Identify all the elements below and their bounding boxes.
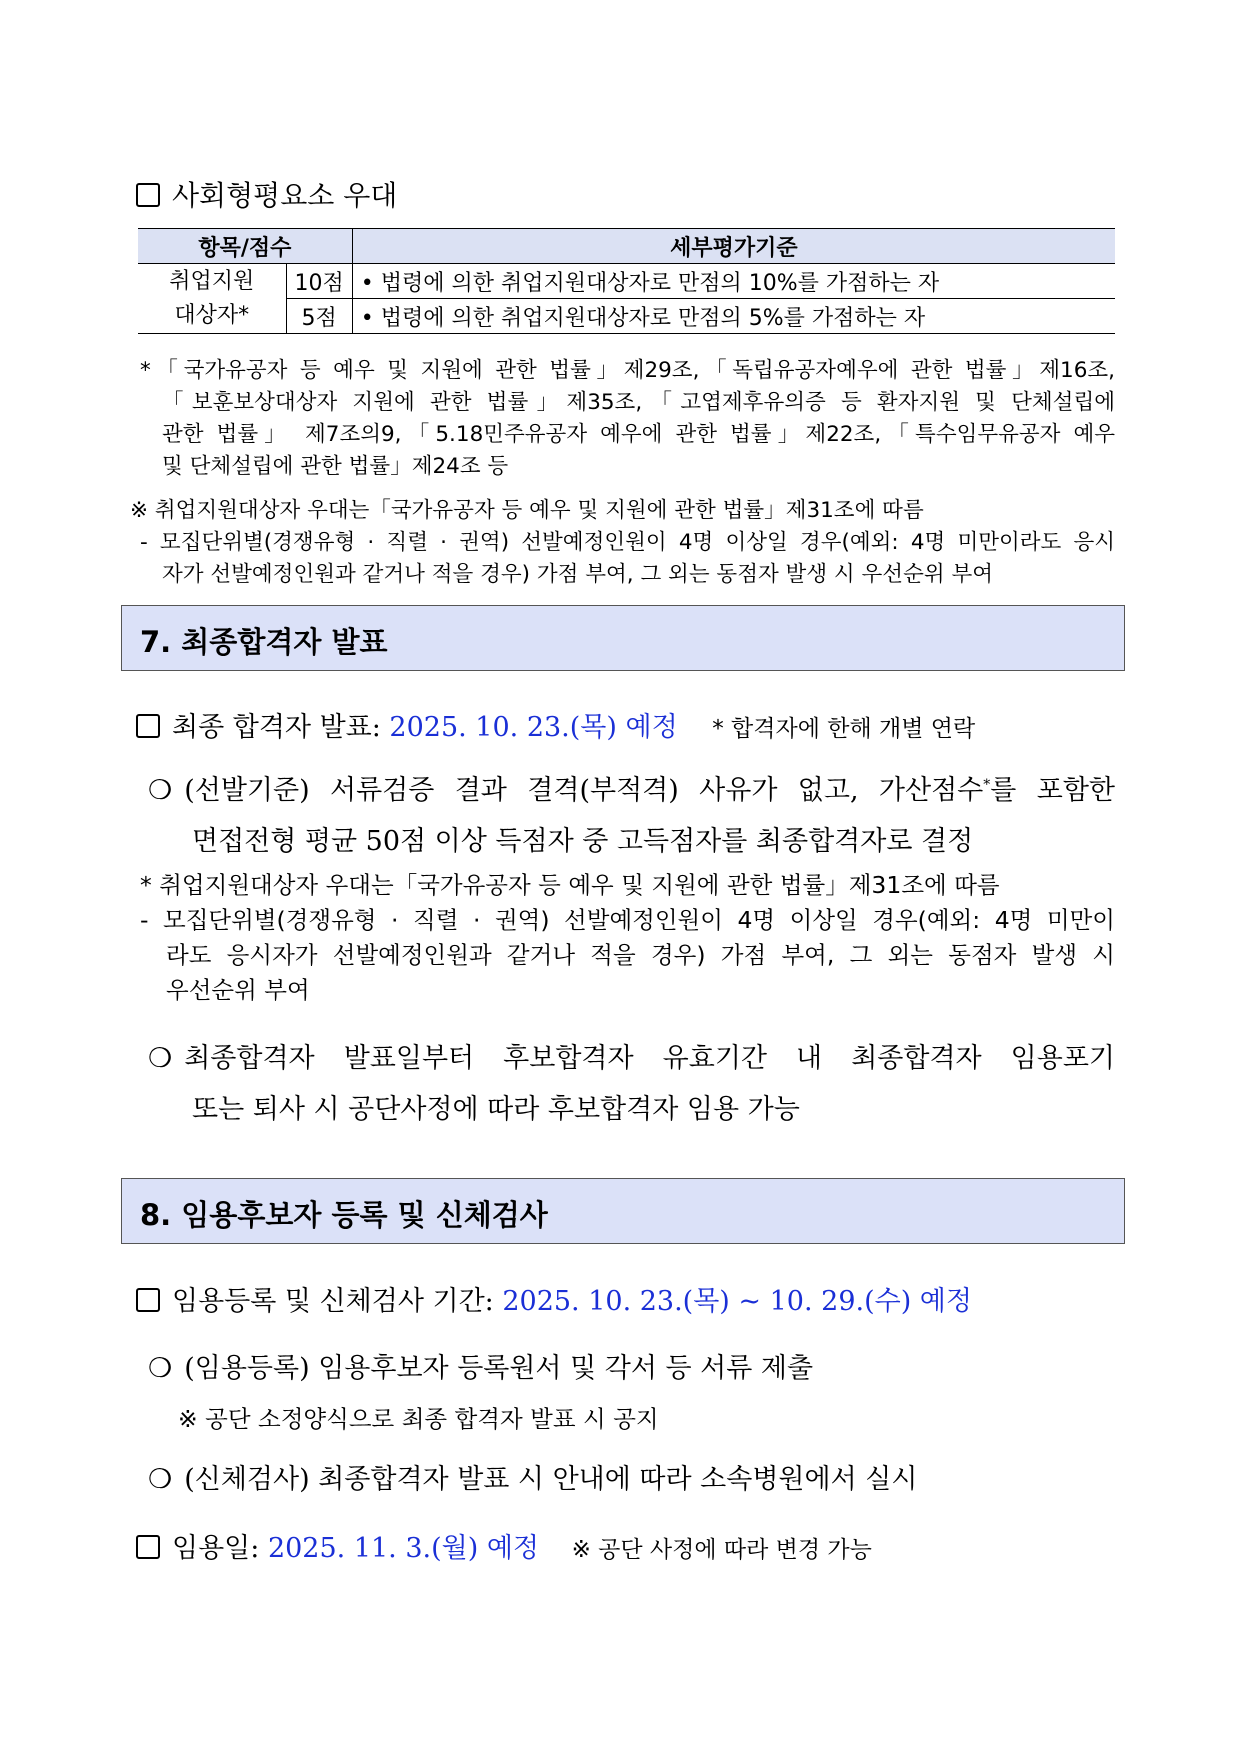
table-header-item: 항목/점수 xyxy=(138,229,352,264)
circle-bullet-icon: ❍ xyxy=(148,1464,173,1495)
preference-note: ※ 취업지원대상자 우대는「국가유공자 등 예우 및 지원에 관한 법률」제31조에 따름 - 모집단위별(경쟁유형 · 직렬 · 권역) 선발예정인원이 4명 이상일 경우(예외: 4명 미만이라도 응시 자가 선발예정인원과 같거나 적을 경우) 가점 부여, 그 외는 동점자 발생 시 우선순위 부여 xyxy=(130,498,1115,587)
selection-criteria-bullet: ❍ (선발기준) 서류검증 결과 결격(부적격) 사유가 없고, 가산점수*를 포함한 면접전형 평균 50점 이상 득점자 중 고득점자를 최종합격자로 결정 xyxy=(148,760,1115,867)
table-cell-score: 10점 xyxy=(286,264,352,299)
registration-period-line: 임용등록 및 신체검사 기간: 2025. 10. 23.(목) ~ 10. 29.(수) 예정 xyxy=(136,1279,972,1318)
final-announcement-line: 최종 합격자 발표: 2025. 10. 23.(목) 예정 * 합격자에 한해 개별 연락 xyxy=(136,705,975,744)
checkbox-icon xyxy=(136,183,160,207)
checkbox-icon xyxy=(136,1288,160,1312)
registration-note: ※ 공단 소정양식으로 최종 합격자 발표 시 공지 xyxy=(178,1405,659,1433)
table-row xyxy=(138,264,1115,299)
section-8-header: 8. 임용후보자 등록 및 신체검사 xyxy=(121,1178,1125,1244)
selection-note: * 취업지원대상자 우대는「국가유공자 등 예우 및 지원에 관한 법률」제31조에 따름 - 모집단위별(경쟁유형 · 직렬 · 권역) 선발예정인원이 4명 이상일 경우(예외: 4명 미만이 라도 응시자가 선발예정인원과 같거나 적을 경우) 가점 부여, 그 외는 동점자 발생 시 우선순위 부여 xyxy=(140,871,1115,1004)
section-7-header: 7. 최종합격자 발표 xyxy=(121,605,1125,671)
circle-bullet-icon: ❍ xyxy=(148,775,173,806)
appointment-date-line: 임용일: 2025. 11. 3.(월) 예정 ※ 공단 사정에 따라 변경 가능 xyxy=(136,1526,872,1565)
table-cell-score: 5점 xyxy=(286,299,352,334)
appointment-date: 2025. 11. 3.(월) 예정 xyxy=(267,1533,539,1564)
checkbox-icon xyxy=(136,1535,160,1559)
registration-bullet: ❍ (임용등록) 임용후보자 등록원서 및 각서 등 서류 제출 xyxy=(148,1353,814,1384)
table-cell-item: 취업지원 대상자* xyxy=(138,264,286,334)
announcement-date: 2025. 10. 23.(목) 예정 xyxy=(389,712,678,743)
table-cell-desc: • 법령에 의한 취업지원대상자로 만점의 10%를 가점하는 자 xyxy=(352,264,1115,299)
table-cell-desc: • 법령에 의한 취업지원대상자로 만점의 5%를 가점하는 자 xyxy=(352,299,1115,334)
circle-bullet-icon: ❍ xyxy=(148,1353,173,1384)
table-header-criteria: 세부평가기준 xyxy=(352,229,1115,264)
reserve-candidate-bullet: ❍ 최종합격자 발표일부터 후보합격자 유효기간 내 최종합격자 임용포기 또는 퇴사 시 공단사정에 따라 후보합격자 임용 가능 xyxy=(148,1033,1115,1135)
table-header-row xyxy=(138,229,1115,264)
checkbox-icon xyxy=(136,714,160,738)
registration-date: 2025. 10. 23.(목) ~ 10. 29.(수) 예정 xyxy=(502,1286,972,1317)
law-footnote: *「국가유공자 등 예우 및 지원에 관한 법률」제29조,「독립유공자예우에 관한 법률」제16조, 「보훈보상대상자 지원에 관한 법률」제35조,「고엽제후유의증 등 환자지원 및 단체설립에 관한 법률」 제7조의9,「5.18민주유공자 예우에 관한 법률」제22조,「특수임무유공자 예우 및 단체설립에 관한 법률」제24조 등 xyxy=(140,358,1115,479)
medical-exam-bullet: ❍ (신체검사) 최종합격자 발표 시 안내에 따라 소속병원에서 실시 xyxy=(148,1464,918,1495)
evaluation-table xyxy=(138,228,1115,334)
circle-bullet-icon: ❍ xyxy=(148,1043,173,1074)
social-equity-heading: 사회형평요소 우대 xyxy=(136,174,397,214)
